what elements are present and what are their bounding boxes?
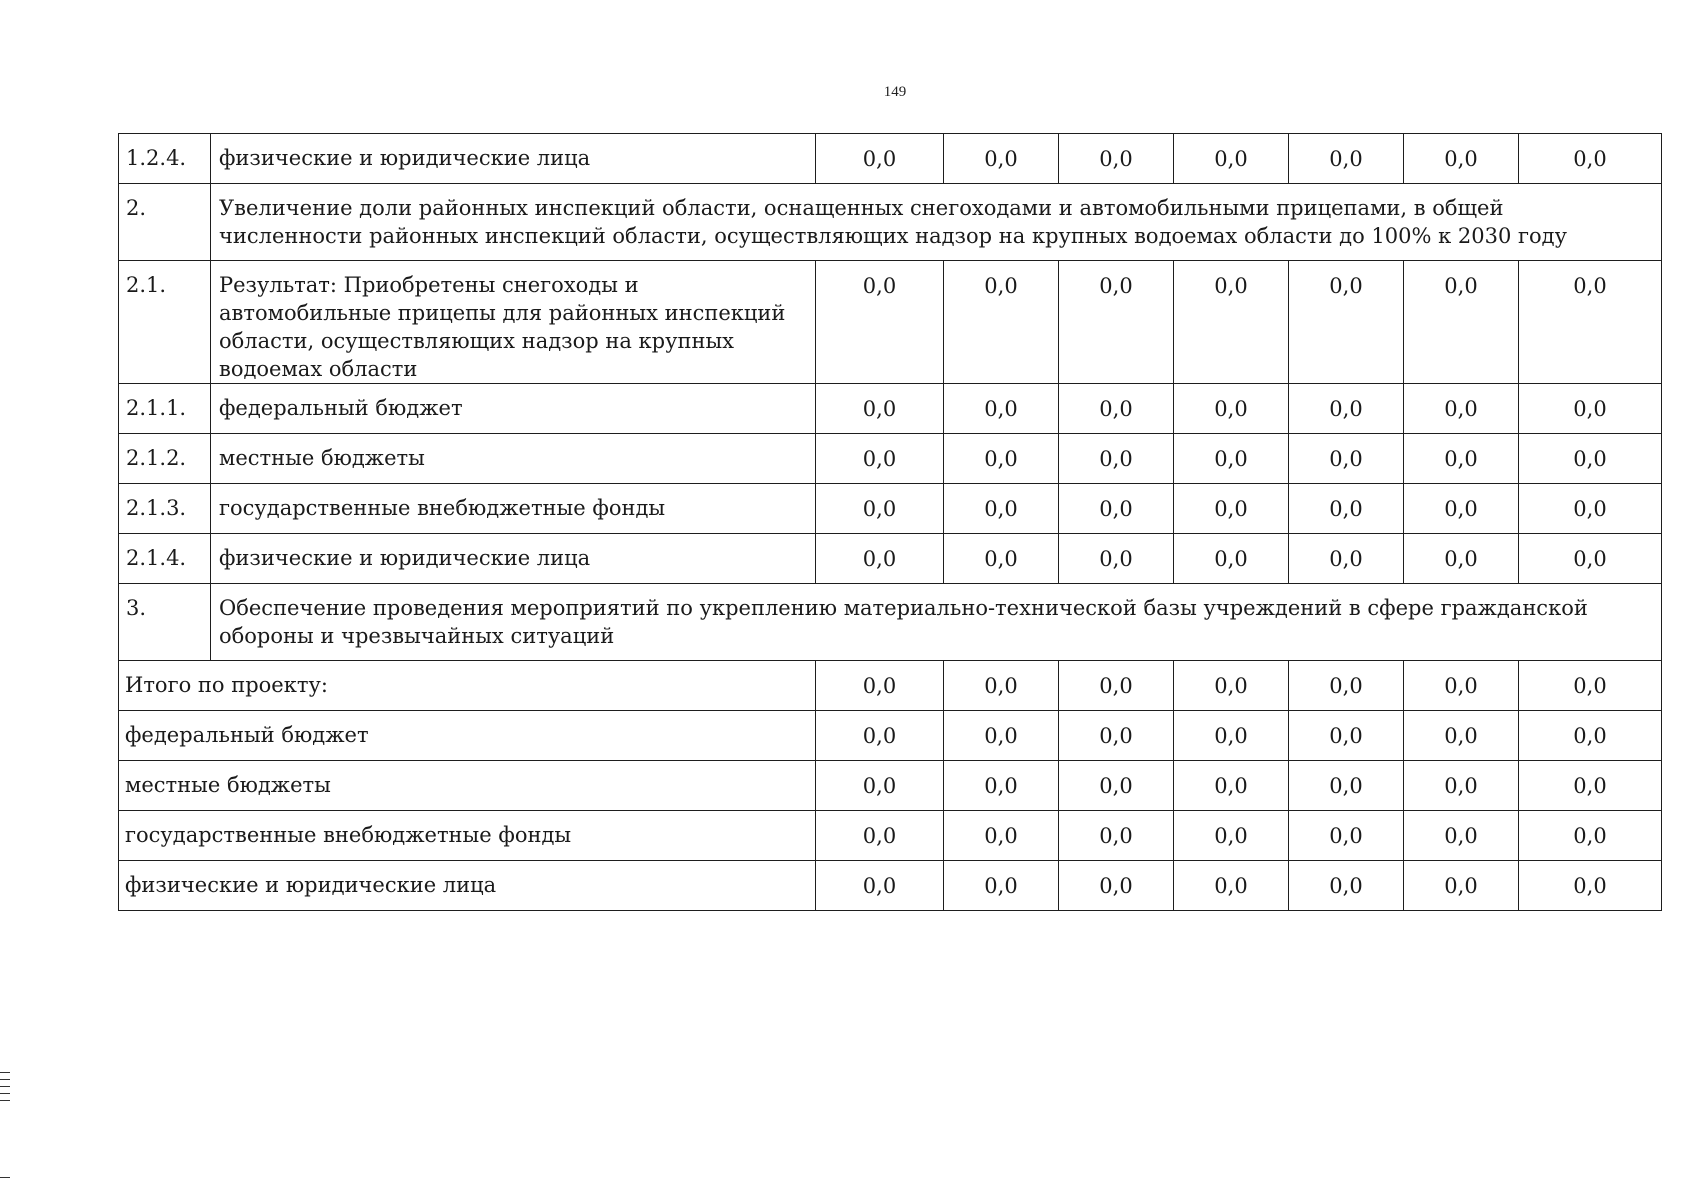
value-cell: 0,0 <box>1519 811 1662 861</box>
value-cell: 0,0 <box>1519 434 1662 484</box>
value-cell: 0,0 <box>1519 534 1662 584</box>
value-cell: 0,0 <box>1289 134 1404 184</box>
value-cell: 0,0 <box>1059 861 1174 911</box>
value-cell: 0,0 <box>1404 384 1519 434</box>
value-cell: 0,0 <box>944 261 1059 384</box>
value-cell: 0,0 <box>1059 811 1174 861</box>
margin-mark <box>0 1093 10 1094</box>
section-heading: Обеспечение проведения мероприятий по укреплению материально-технической базы учреждений в сфере гражданской обороны и чрезвычайных ситуаций <box>211 584 1662 661</box>
value-cell: 0,0 <box>1059 261 1174 384</box>
value-cell: 0,0 <box>1174 384 1289 434</box>
row-label: Результат: Приобретены снегоходы и автомобильные прицепы для районных инспекций области, осуществляющих надзор на крупных водоемах области <box>211 261 816 384</box>
value-cell: 0,0 <box>1059 384 1174 434</box>
table-row <box>119 661 1662 711</box>
value-cell: 0,0 <box>944 484 1059 534</box>
value-cell: 0,0 <box>1289 534 1404 584</box>
section-heading: Увеличение доли районных инспекций области, оснащенных снегоходами и автомобильными прицепами, в общей численности районных инспекций области, осуществляющих надзор на крупных водоемах области до 100% к 2030 году <box>211 184 1662 261</box>
value-cell: 0,0 <box>944 134 1059 184</box>
row-label: физические и юридические лица <box>211 534 816 584</box>
value-cell: 0,0 <box>944 434 1059 484</box>
margin-mark <box>0 1072 10 1073</box>
value-cell: 0,0 <box>1404 434 1519 484</box>
value-cell: 0,0 <box>1519 484 1662 534</box>
value-cell: 0,0 <box>944 534 1059 584</box>
total-label: местные бюджеты <box>119 761 816 811</box>
row-label: местные бюджеты <box>211 434 816 484</box>
value-cell: 0,0 <box>816 134 944 184</box>
value-cell: 0,0 <box>1174 261 1289 384</box>
margin-mark <box>0 1100 10 1101</box>
value-cell: 0,0 <box>1289 384 1404 434</box>
value-cell: 0,0 <box>816 761 944 811</box>
table-row <box>119 584 1662 661</box>
value-cell: 0,0 <box>1289 484 1404 534</box>
value-cell: 0,0 <box>816 384 944 434</box>
value-cell: 0,0 <box>1174 534 1289 584</box>
value-cell: 0,0 <box>1174 434 1289 484</box>
value-cell: 0,0 <box>1519 384 1662 434</box>
table-row <box>119 711 1662 761</box>
budget-table-body <box>119 134 1662 911</box>
value-cell: 0,0 <box>1059 484 1174 534</box>
value-cell: 0,0 <box>1404 534 1519 584</box>
value-cell: 0,0 <box>1059 761 1174 811</box>
value-cell: 0,0 <box>944 661 1059 711</box>
margin-mark <box>0 1177 10 1178</box>
value-cell: 0,0 <box>944 811 1059 861</box>
total-label: Итого по проекту: <box>119 661 816 711</box>
value-cell: 0,0 <box>816 811 944 861</box>
value-cell: 0,0 <box>1059 661 1174 711</box>
value-cell: 0,0 <box>1404 711 1519 761</box>
value-cell: 0,0 <box>1404 811 1519 861</box>
value-cell: 0,0 <box>944 761 1059 811</box>
value-cell: 0,0 <box>816 534 944 584</box>
margin-mark <box>0 1079 10 1080</box>
value-cell: 0,0 <box>816 484 944 534</box>
value-cell: 0,0 <box>1289 434 1404 484</box>
value-cell: 0,0 <box>1404 861 1519 911</box>
value-cell: 0,0 <box>1289 761 1404 811</box>
value-cell: 0,0 <box>944 384 1059 434</box>
value-cell: 0,0 <box>1404 484 1519 534</box>
budget-table <box>118 133 1662 911</box>
row-number: 2.1.1. <box>119 384 211 434</box>
table-row <box>119 384 1662 434</box>
value-cell: 0,0 <box>1519 134 1662 184</box>
margin-mark <box>0 1086 10 1087</box>
page-number: 149 <box>883 84 907 100</box>
value-cell: 0,0 <box>1519 661 1662 711</box>
row-label: физические и юридические лица <box>211 134 816 184</box>
value-cell: 0,0 <box>1289 661 1404 711</box>
value-cell: 0,0 <box>1404 134 1519 184</box>
value-cell: 0,0 <box>1289 811 1404 861</box>
row-number: 3. <box>119 584 211 661</box>
value-cell: 0,0 <box>1174 861 1289 911</box>
table-row <box>119 761 1662 811</box>
row-number: 1.2.4. <box>119 134 211 184</box>
value-cell: 0,0 <box>816 661 944 711</box>
value-cell: 0,0 <box>1289 861 1404 911</box>
table-row <box>119 861 1662 911</box>
value-cell: 0,0 <box>1174 711 1289 761</box>
value-cell: 0,0 <box>1059 711 1174 761</box>
table-row <box>119 534 1662 584</box>
value-cell: 0,0 <box>816 861 944 911</box>
row-number: 2.1. <box>119 261 211 384</box>
value-cell: 0,0 <box>1404 761 1519 811</box>
value-cell: 0,0 <box>1289 261 1404 384</box>
value-cell: 0,0 <box>1174 134 1289 184</box>
value-cell: 0,0 <box>1174 811 1289 861</box>
value-cell: 0,0 <box>1519 261 1662 384</box>
value-cell: 0,0 <box>1174 661 1289 711</box>
row-label: государственные внебюджетные фонды <box>211 484 816 534</box>
row-number: 2. <box>119 184 211 261</box>
table-row <box>119 184 1662 261</box>
value-cell: 0,0 <box>1404 261 1519 384</box>
table-row <box>119 811 1662 861</box>
row-number: 2.1.2. <box>119 434 211 484</box>
table-row <box>119 434 1662 484</box>
value-cell: 0,0 <box>944 861 1059 911</box>
value-cell: 0,0 <box>1404 661 1519 711</box>
row-label: федеральный бюджет <box>211 384 816 434</box>
value-cell: 0,0 <box>1059 134 1174 184</box>
value-cell: 0,0 <box>1519 761 1662 811</box>
value-cell: 0,0 <box>1174 761 1289 811</box>
value-cell: 0,0 <box>944 711 1059 761</box>
table-row <box>119 484 1662 534</box>
value-cell: 0,0 <box>816 261 944 384</box>
table-row <box>119 134 1662 184</box>
total-label: государственные внебюджетные фонды <box>119 811 816 861</box>
table-row <box>119 261 1662 384</box>
row-number: 2.1.4. <box>119 534 211 584</box>
value-cell: 0,0 <box>1174 484 1289 534</box>
value-cell: 0,0 <box>1289 711 1404 761</box>
value-cell: 0,0 <box>816 434 944 484</box>
value-cell: 0,0 <box>1059 534 1174 584</box>
total-label: федеральный бюджет <box>119 711 816 761</box>
value-cell: 0,0 <box>1519 711 1662 761</box>
row-number: 2.1.3. <box>119 484 211 534</box>
total-label: физические и юридические лица <box>119 861 816 911</box>
value-cell: 0,0 <box>1519 861 1662 911</box>
value-cell: 0,0 <box>1059 434 1174 484</box>
value-cell: 0,0 <box>816 711 944 761</box>
